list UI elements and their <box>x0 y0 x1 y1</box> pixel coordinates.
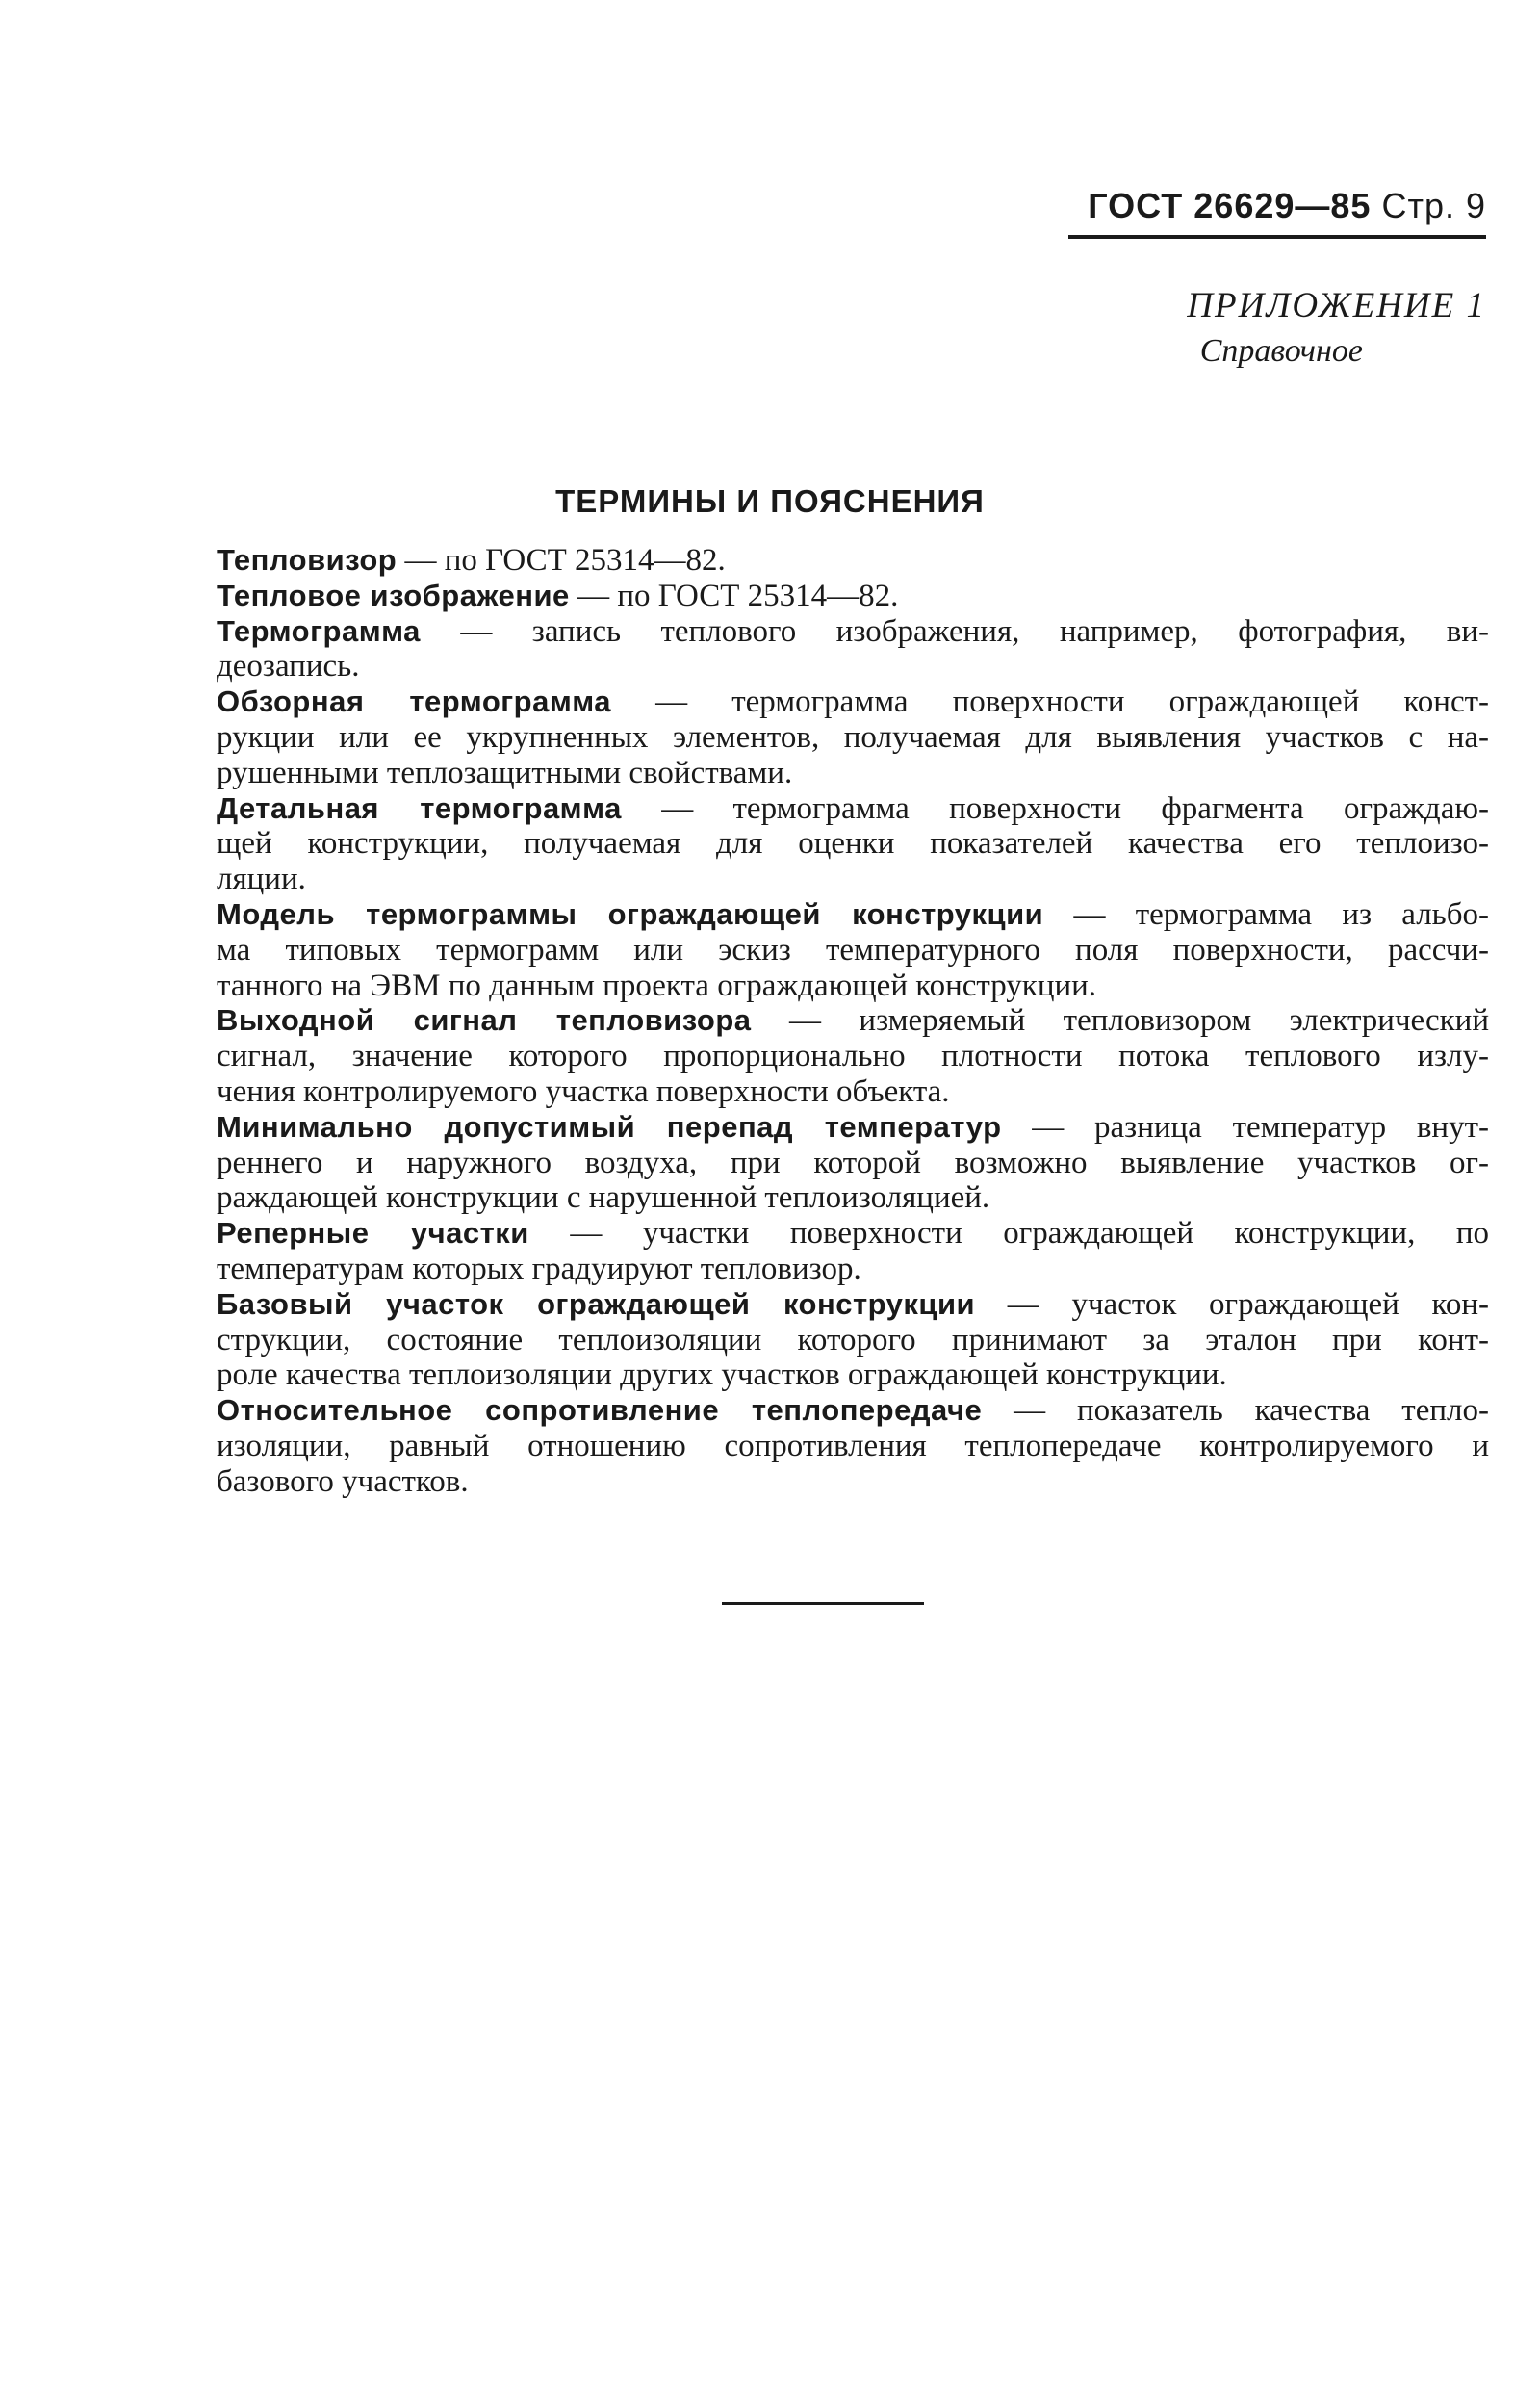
term-definition-line: ма типовых термограмм или эскиз температурного поля поверхности, рассчи- <box>217 932 1489 968</box>
term-entry <box>217 579 1489 614</box>
term-entry <box>217 614 1489 650</box>
appendix-subtitle: Справочное <box>1199 333 1363 369</box>
term-definition-line: раждающей конструкции с нарушенной теплоизоляцией. <box>217 1180 990 1216</box>
term-entry <box>217 1216 1489 1252</box>
term-continuation <box>217 969 1489 1004</box>
page-header <box>1068 185 1486 227</box>
term-definition-line: роле качества теплоизоляции других участков ограждающей конструкции. <box>217 1357 1227 1393</box>
end-rule <box>722 1602 924 1605</box>
term-definition-line: деозапись. <box>217 649 360 685</box>
term-continuation <box>217 1357 1489 1393</box>
term-definition-line: танного на ЭВМ по данным проекта ограждающей конструкции. <box>217 968 1097 1003</box>
term-definition-line: струкции, состояние теплоизоляции которого принимают за эталон при конт- <box>217 1322 1489 1357</box>
term-definition-line: — термограмма поверхности фрагмента ограждаю- <box>661 790 1490 826</box>
term-definition-line: реннего и наружного воздуха, при которой возможно выявление участков ог- <box>217 1145 1489 1180</box>
appendix-title: ПРИЛОЖЕНИЕ 1 <box>1187 286 1486 325</box>
term-entry <box>217 1287 1489 1323</box>
term-entry <box>217 1393 1489 1429</box>
term-entry <box>217 1003 1489 1039</box>
term-continuation <box>217 1323 1489 1358</box>
term-entry <box>217 1110 1489 1146</box>
term-definition-line: щей конструкции, получаемая для оценки показателей качества его теплоизо- <box>217 826 1489 862</box>
term-continuation <box>217 720 1489 756</box>
section-title: ТЕРМИНЫ И ПОЯСНЕНИЯ <box>555 483 985 519</box>
term-continuation <box>217 756 1489 791</box>
term-name: Тепловизор <box>217 543 398 577</box>
page-number: Стр. 9 <box>1381 186 1486 225</box>
term-definition-line: — термограмма из альбо- <box>1073 896 1490 932</box>
term-definition-line: — участки поверхности ограждающей конструкции, по <box>570 1216 1489 1252</box>
term-name: Минимально допустимый перепад температур <box>217 1109 1002 1144</box>
term-definition-line: базового участков. <box>217 1463 469 1499</box>
header-rule <box>1068 235 1486 239</box>
term-name: Обзорная термограмма <box>217 685 612 719</box>
term-definition-line: — измеряемый тепловизором электрический <box>788 1003 1490 1039</box>
term-name: Модель термограммы ограждающей конструкции <box>217 896 1044 931</box>
term-entry <box>217 897 1489 933</box>
term-continuation <box>217 1252 1489 1287</box>
term-definition-line: — термограмма поверхности ограждающей конст- <box>655 685 1489 720</box>
term-definition-line: чения контролируемого участка поверхности объекта. <box>217 1073 950 1109</box>
term-continuation <box>217 1074 1489 1110</box>
term-continuation <box>217 933 1489 969</box>
term-definition-line: — разница температур внут- <box>1032 1109 1490 1145</box>
term-name: Выходной сигнал тепловизора <box>217 1003 752 1038</box>
term-continuation <box>217 649 1489 685</box>
term-continuation <box>217 862 1489 897</box>
term-definition-line: — запись теплового изображения, например, фотография, ви- <box>460 613 1489 649</box>
terms-list <box>217 543 1489 1500</box>
term-name: Термограмма <box>217 613 421 648</box>
term-continuation <box>217 826 1489 862</box>
term-definition-line: ляции. <box>217 862 306 897</box>
term-name: Относительное сопротивление теплопередаче <box>217 1393 983 1428</box>
term-definition-line: температурам которых градуируют тепловизор. <box>217 1251 861 1286</box>
term-continuation <box>217 1464 1489 1500</box>
term-definition-line: рукции или ее укрупненных элементов, получаемая для выявления участков с на- <box>217 719 1489 755</box>
standard-number: ГОСТ 26629—85 <box>1088 186 1372 225</box>
term-continuation <box>217 1039 1489 1074</box>
term-definition-line: сигнал, значение которого пропорционально плотности потока теплового излу- <box>217 1039 1489 1074</box>
term-continuation <box>217 1429 1489 1464</box>
term-entry <box>217 685 1489 720</box>
term-definition-line: рушенными теплозащитными свойствами. <box>217 755 793 790</box>
term-name: Детальная термограмма <box>217 790 622 825</box>
term-entry <box>217 791 1489 827</box>
term-definition-line: — участок ограждающей кон- <box>1007 1286 1489 1322</box>
term-continuation <box>217 1180 1489 1216</box>
term-name: Реперные участки <box>217 1216 529 1251</box>
term-continuation <box>217 1146 1489 1181</box>
term-name: Тепловое изображение <box>217 578 570 612</box>
term-definition-line: — по ГОСТ 25314—82. <box>404 543 726 578</box>
term-definition-line: — показатель качества тепло- <box>1014 1393 1489 1429</box>
term-definition-line: — по ГОСТ 25314—82. <box>578 578 899 613</box>
term-entry <box>217 543 1489 579</box>
term-definition-line: изоляции, равный отношению сопротивления теплопередаче контролируемого и <box>217 1428 1489 1463</box>
term-name: Базовый участок ограждающей конструкции <box>217 1286 976 1321</box>
